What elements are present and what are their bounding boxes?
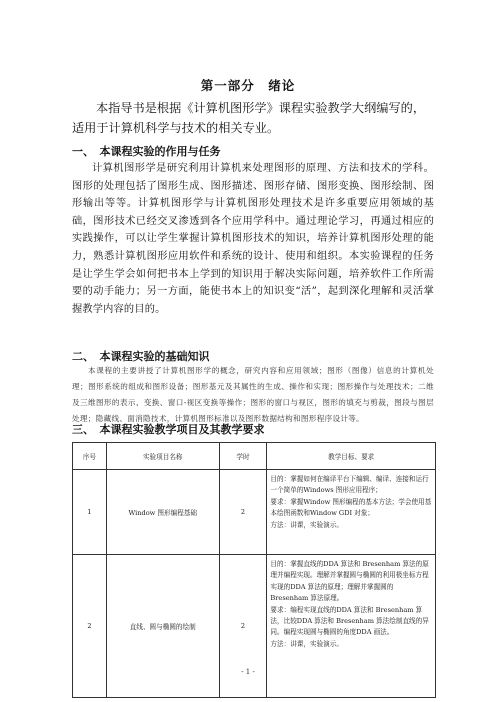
intro-paragraph: 本指导书是根据《计算机图形学》课程实验教学大纲编写的，适用于计算机科学与技术的相关专业。 (72, 101, 426, 135)
experiment-table (72, 442, 436, 698)
row-no: 2 (73, 555, 107, 698)
section-body-2: 本课程的主要讲授了计算机图形学的概念，研究内容和应用领域；图形（图像）信息的计算机处理；图形系统的组成和图形设备；图形基元及其属性的生成、操作和实现；图形操作与处理技术；二维及三维图形的表示、变换、窗口-视区变换等操作；图形的窗口与视区，图形的填充与剪裁，图段与图层处理；隐藏线、面消隐技术，计算机图形标准以及图形数据结构和图形程序设计等。 (72, 366, 434, 423)
goal-line: 方法：讲课，实验演示。 (270, 520, 343, 529)
goal-line: 目的：掌握直线的DDA 算法和 Bresenham 算法的原理并编程实现。理解并掌握圆与椭圆的利用极坐标方程实现的DDA 算法的原理；理解并掌握圆的 Bresenham 算法原理。 (270, 560, 429, 603)
row-hours: 2 (219, 555, 267, 698)
row-name: Window 图形编程基础 (106, 470, 219, 555)
section-heading-2: 二、 本课程实验的基础知识 (72, 350, 210, 363)
page-title: 第一部分 绪论 (200, 78, 296, 93)
table-row (73, 470, 436, 555)
section-heading-1: 一、 本课程实验的作用与任务 (72, 145, 221, 158)
goal-line: 目的：掌握如何在编译平台下编辑、编译、连接和运行一个简单的Windows 图形应用程序； (270, 475, 429, 495)
row-hours: 2 (219, 470, 267, 555)
page-number: - 1 - (241, 668, 255, 676)
goal-line: 要求：编程实现直线的DDA 算法和 Bresenham 算法，比较DDA 算法和 Bresenham 算法绘制直线的异同。编程实现圆与椭圆的角度DDA 画法。 (270, 605, 429, 637)
row-goals (267, 555, 436, 698)
table-header-row (73, 443, 436, 470)
header-name: 实验项目名称 (106, 443, 219, 470)
table-row (73, 555, 436, 698)
row-no: 1 (73, 470, 107, 555)
header-no: 序号 (73, 443, 107, 470)
goal-line: 方法：讲课，实验演示。 (270, 639, 343, 648)
header-hours: 学时 (219, 443, 267, 470)
section-body-1: 计算机图形学是研究利用计算机来处理图形的原理、方法和技术的学科。图形的处理包括了图形生成、图形描述、图形存储、图形变换、图形绘制、图形输出等等。计算机图形学与计算机图形处理技术是许多重要应用领域的基础，图形技术已经交叉渗透到各个应用学科中。通过理论学习，再通过相应的实践操作，可以让学生掌握计算机图形技术的知识，培养计算机图形处理的能力，熟悉计算机图形应用软件和系统的设计、使用和组织。本实验课程的任务是让学生学会如何把书本上学到的知识用于解决实际问题，培养软件工作所需要的动手能力；另一方面，能使书本上的知识变“活”，起到深化理解和灵活掌握教学内容的目的。 (72, 163, 434, 315)
header-goals: 教学目标、要求 (267, 443, 436, 470)
goal-line: 要求：掌握Window 图形编程的基本方法；学会使用基本绘图函数和Window GDI 对象； (270, 497, 432, 518)
section-heading-3: 三、 本课程实验教学项目及其教学要求 (72, 423, 265, 436)
row-name: 直线、圆与椭圆的绘制 (106, 555, 219, 698)
row-goals (267, 470, 436, 555)
